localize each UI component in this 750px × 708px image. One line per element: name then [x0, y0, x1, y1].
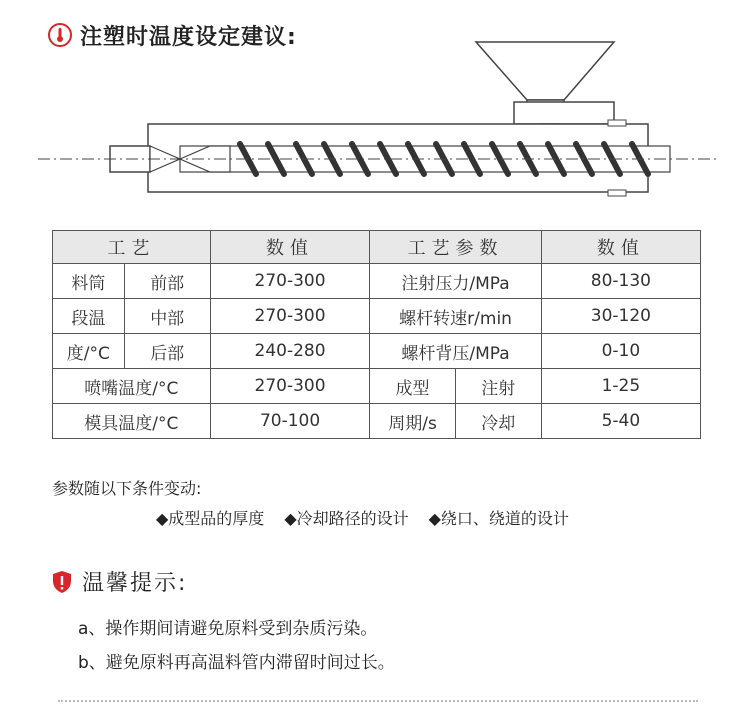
title-text: 注塑时温度设定建议: — [80, 24, 297, 50]
table-cell: 周期/s — [370, 404, 455, 439]
table-cell: 80-130 — [541, 264, 700, 299]
table-cell: 冷却 — [455, 404, 541, 439]
table-cell: 注射 — [455, 369, 541, 404]
tips-header — [52, 566, 187, 597]
table-cell: 240-280 — [210, 334, 370, 369]
tips-title: 温馨提示: — [82, 571, 188, 596]
table-cell: 前部 — [124, 264, 210, 299]
table-row — [53, 334, 701, 369]
shield-icon — [52, 570, 72, 594]
hopper — [476, 42, 614, 100]
table-row — [53, 299, 701, 334]
divider — [58, 700, 698, 702]
table-cell: 度/°C — [53, 334, 125, 369]
table-cell: 模具温度/°C — [53, 404, 211, 439]
table-cell: 270-300 — [210, 299, 370, 334]
table-cell: 喷嘴温度/°C — [53, 369, 211, 404]
table-header-row — [53, 231, 701, 264]
table-cell: 段温 — [53, 299, 125, 334]
table-row — [53, 404, 701, 439]
header-value: 数值 — [210, 231, 370, 264]
table-cell: 70-100 — [210, 404, 370, 439]
table-cell: 成型 — [370, 369, 455, 404]
table-cell: 中部 — [124, 299, 210, 334]
table-cell: 1-25 — [541, 369, 700, 404]
table-cell: 5-40 — [541, 404, 700, 439]
screw-barrel-diagram — [30, 40, 720, 210]
table-cell: 0-10 — [541, 334, 700, 369]
table-cell: 螺杆转速r/min — [370, 299, 541, 334]
table-row — [53, 369, 701, 404]
note-items — [156, 506, 569, 529]
table-cell: 螺杆背压/MPa — [370, 334, 541, 369]
tip-item: b、避免原料再高温料管内滞留时间过长。 — [78, 653, 395, 673]
tip-item: a、操作期间请避免原料受到杂质污染。 — [78, 619, 378, 639]
header-value-2: 数值 — [541, 231, 700, 264]
note-item: ◆冷却路径的设计 — [284, 509, 409, 528]
table-cell: 270-300 — [210, 369, 370, 404]
note-item: ◆绕口、绕道的设计 — [428, 509, 569, 528]
header-process: 工艺 — [53, 231, 211, 264]
feed-throat — [514, 102, 614, 124]
table-cell: 30-120 — [541, 299, 700, 334]
table-cell: 注射压力/MPa — [370, 264, 541, 299]
parameter-table — [52, 230, 701, 439]
note-item: ◆成型品的厚度 — [156, 509, 265, 528]
table-row — [53, 264, 701, 299]
note-title: 参数随以下条件变动: — [52, 479, 202, 498]
table-cell: 270-300 — [210, 264, 370, 299]
header-parameter: 工艺参数 — [370, 231, 541, 264]
table-cell: 料筒 — [53, 264, 125, 299]
table-cell: 后部 — [124, 334, 210, 369]
